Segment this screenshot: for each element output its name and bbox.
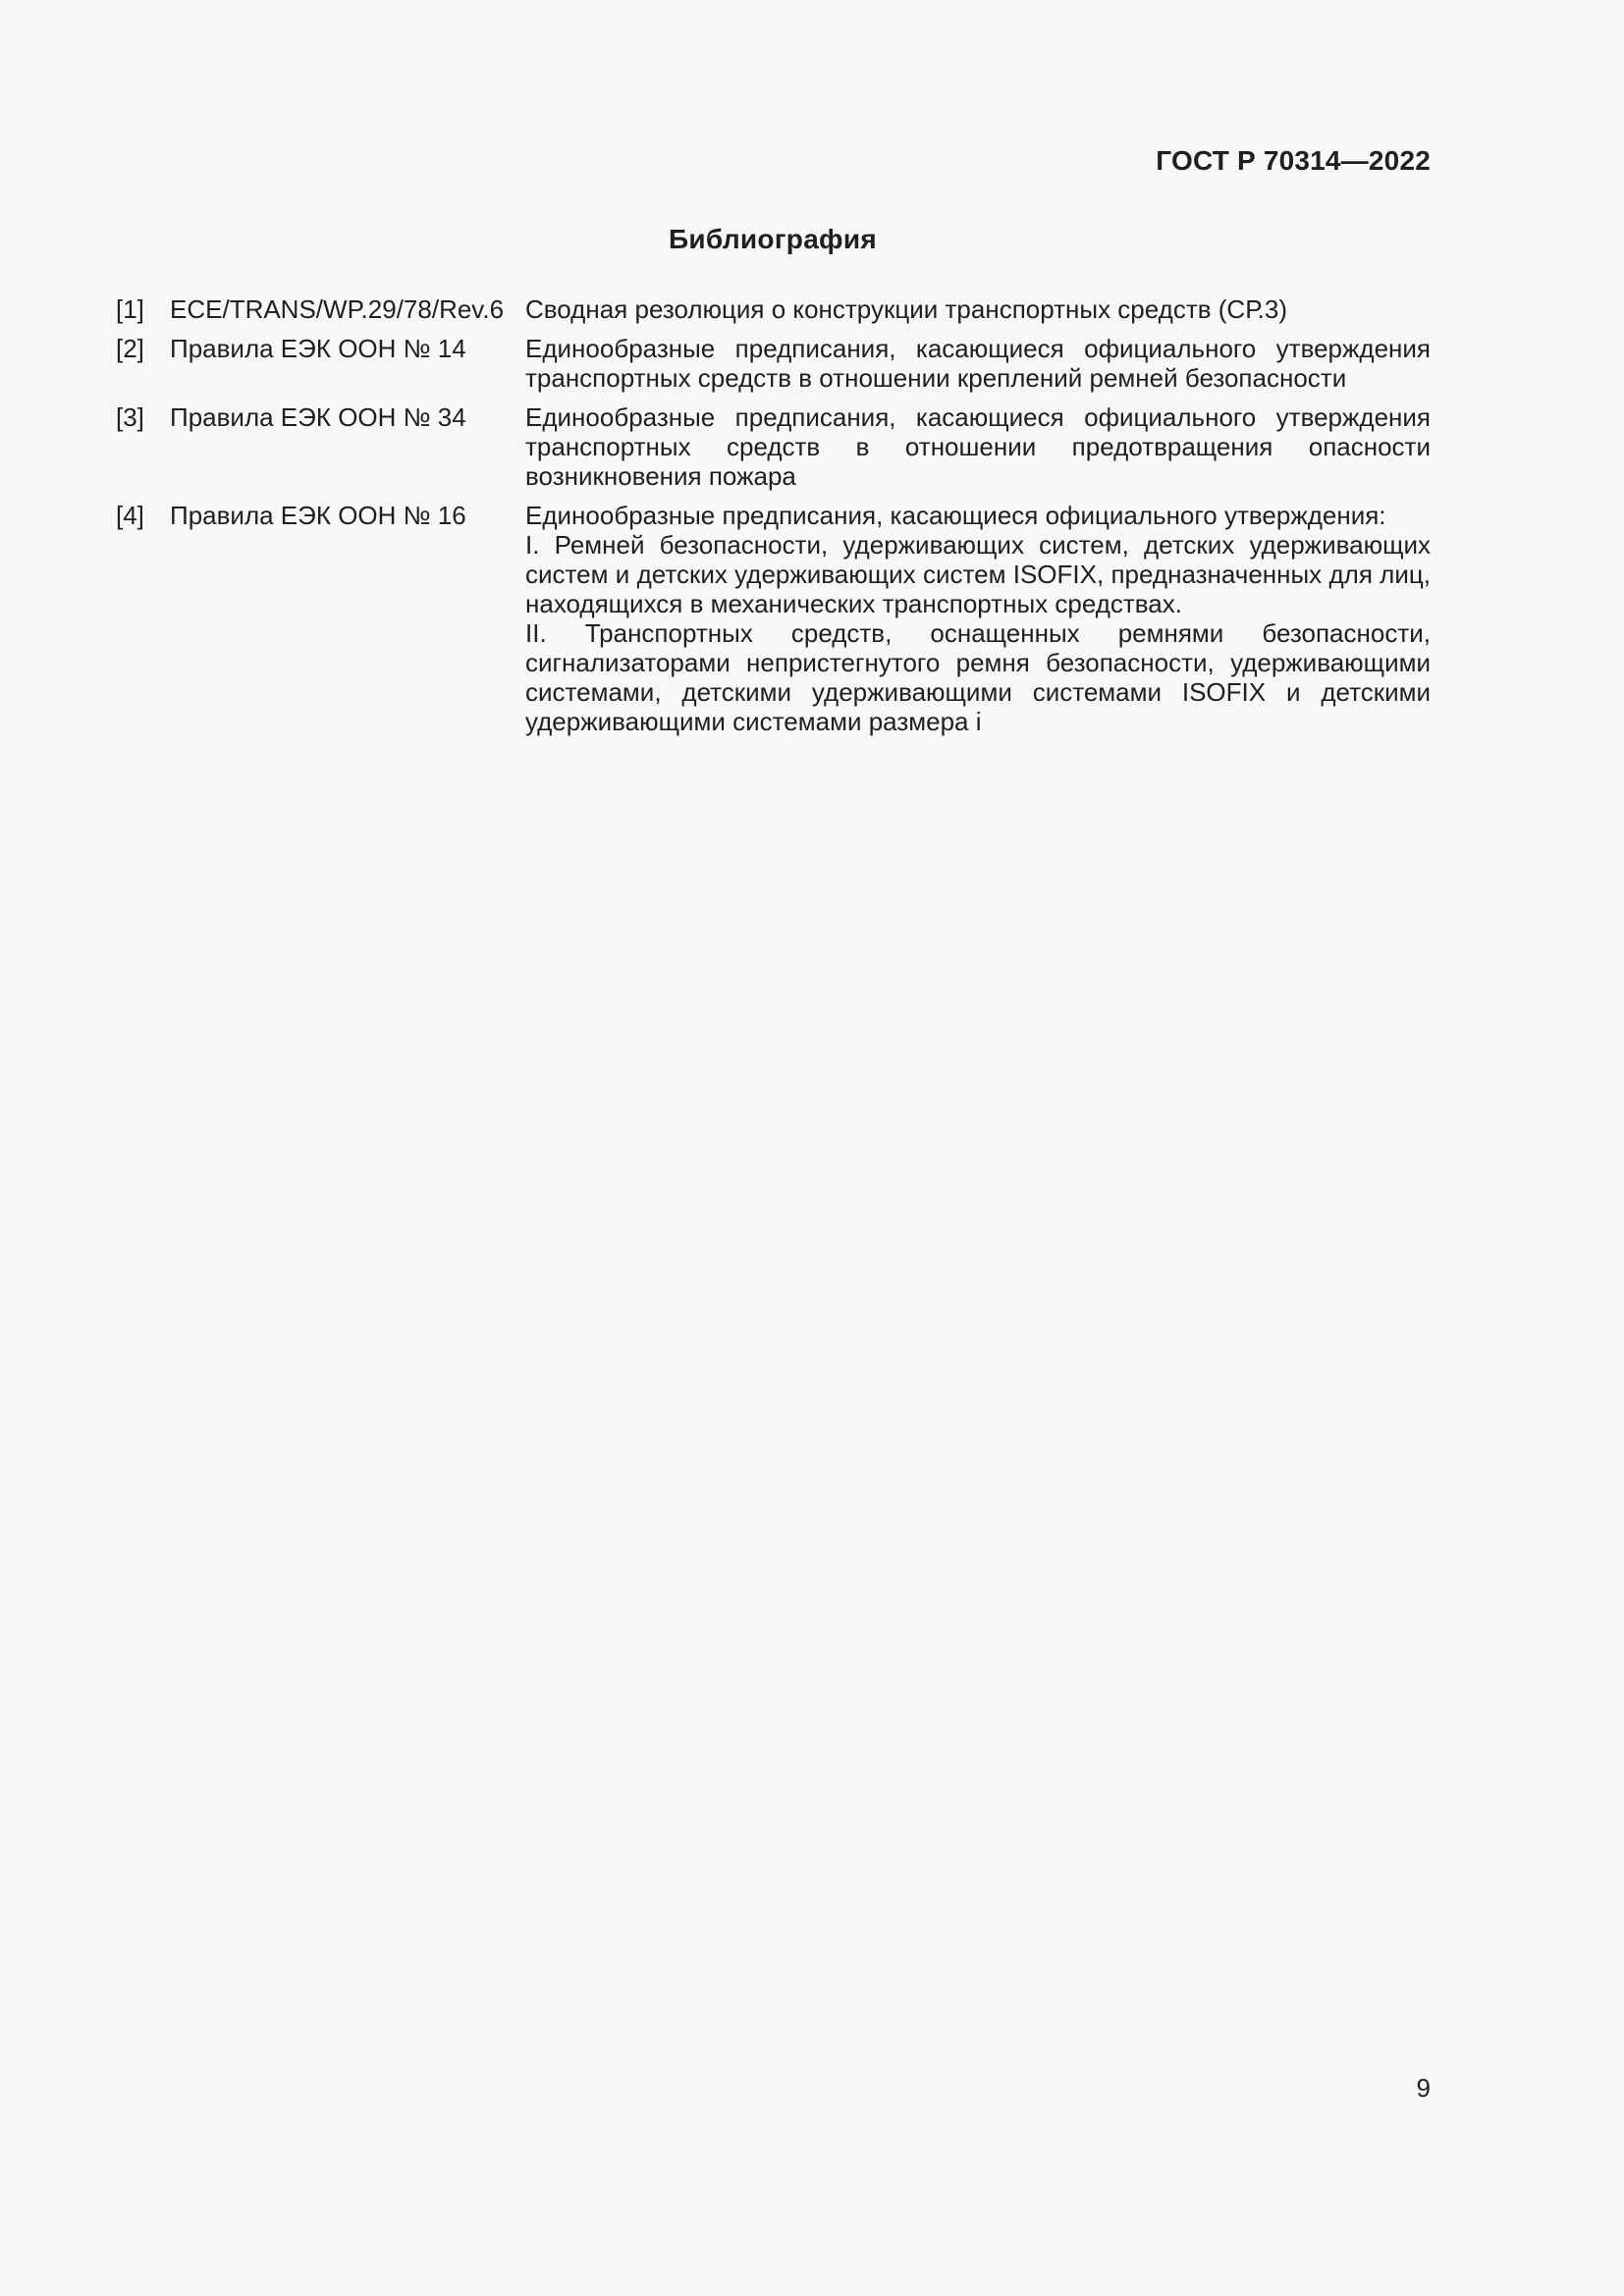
entry-paragraph: II. Транспортных средств, оснащенных ремнями безопасности, сигнализаторами непристегнутого ремня безопасности, удерживающими системами, детскими удерживающими системами ISOFIX и детскими удерживающими системами размера i [525, 618, 1431, 736]
entry-description [525, 402, 1431, 491]
entry-description [525, 294, 1431, 324]
entry-paragraph: Сводная резолюция о конструкции транспортных средств (СР.3) [525, 294, 1287, 324]
bibliography-entry [116, 294, 1431, 324]
bibliography-list [116, 294, 1431, 746]
entry-paragraph: Единообразные предписания, касающиеся официального утверждения транспортных средств в отношении предотвращения опасности возникновения пожара [525, 402, 1431, 491]
entry-paragraph: I. Ремней безопасности, удерживающих систем, детских удерживающих систем и детских удерживающих систем ISOFIX, предназначенных для лиц, находящихся в механических транспортных средствах. [525, 530, 1431, 618]
entry-description [525, 501, 1431, 736]
page-number: 9 [1416, 2073, 1431, 2103]
entry-number: [3] [116, 402, 144, 432]
entry-number: [1] [116, 294, 144, 324]
document-code: ГОСТ Р 70314—2022 [1156, 145, 1431, 176]
bibliography-entry [116, 334, 1431, 393]
entry-reference: Правила ЕЭК ООН № 34 [170, 402, 466, 432]
entry-description [525, 334, 1431, 393]
entry-paragraph: Единообразные предписания, касающиеся официального утверждения транспортных средств в отношении креплений ремней безопасности [525, 334, 1431, 393]
bibliography-entry [116, 402, 1431, 491]
entry-number: [2] [116, 334, 144, 363]
bibliography-entry [116, 501, 1431, 736]
entry-reference: ECE/TRANS/WP.29/78/Rev.6 [170, 294, 505, 324]
entry-reference: Правила ЕЭК ООН № 16 [170, 501, 466, 530]
entry-paragraph: Единообразные предписания, касающиеся официального утверждения: [525, 501, 1386, 530]
section-title: Библиография [668, 224, 878, 254]
entry-number: [4] [116, 501, 144, 530]
entry-reference: Правила ЕЭК ООН № 14 [170, 334, 466, 363]
